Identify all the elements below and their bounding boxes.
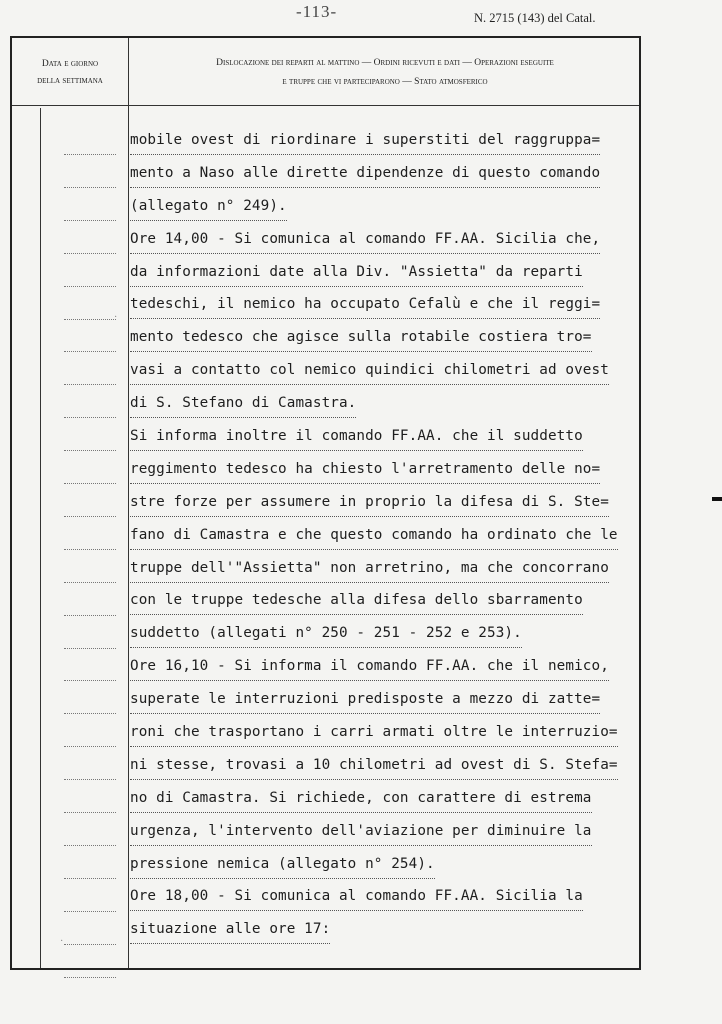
date-guide-dots	[64, 845, 116, 846]
margin-tick-mark	[712, 497, 722, 501]
text-line: Ore 14,00 - Si comunica al comando FF.AA. Sicilia che,	[130, 226, 655, 259]
date-guide-dots	[64, 483, 116, 484]
text-line: ni stesse, trovasi a 10 chilometri ad ovest di S. Stefa=	[130, 752, 655, 785]
text-line: vasi a contatto col nemico quindici chilometri ad ovest	[130, 357, 655, 390]
date-guide-dots	[64, 746, 116, 747]
date-guide-dots	[64, 286, 116, 287]
text-line: superate le interruzioni predisposte a mezzo di zatte=	[130, 686, 655, 719]
faint-mark: ·	[114, 312, 118, 323]
text-line: Si informa inoltre il comando FF.AA. che il suddetto	[130, 423, 655, 456]
journal-body	[130, 127, 655, 949]
text-line: roni che trasportano i carri armati oltre le interruzio=	[130, 719, 655, 752]
date-guide-dots	[64, 319, 116, 320]
text-line: tedeschi, il nemico ha occupato Cefalù e che il reggi=	[130, 291, 655, 324]
text-line: Ore 18,00 - Si comunica al comando FF.AA. Sicilia la	[130, 883, 655, 916]
date-guide-dots	[64, 549, 116, 550]
text-line: stre forze per assumere in proprio la difesa di S. Ste=	[130, 489, 655, 522]
date-guide-dots	[64, 516, 116, 517]
date-header-line: Data e giorno	[41, 59, 99, 69]
date-guide-dots	[64, 253, 116, 254]
faint-mark: ·	[60, 936, 64, 947]
date-guide-dots	[64, 977, 116, 978]
text-line: da informazioni date alla Div. "Assietta" da reparti	[130, 259, 655, 292]
operations-header-line: e truppe che vi parteciparono — Stato atmosferico	[282, 77, 488, 87]
date-guide-dots	[64, 680, 116, 681]
text-line: truppe dell'"Assietta" non arretrino, ma che concorrano	[130, 555, 655, 588]
date-guide-dots	[64, 187, 116, 188]
page-number: -113-	[296, 2, 338, 21]
date-guide-dots	[64, 351, 116, 352]
text-line: suddetto (allegati n° 250 - 251 - 252 e 253).	[130, 620, 655, 653]
date-guide-dots	[64, 615, 116, 616]
text-line: no di Camastra. Si richiede, con carattere di estrema	[130, 785, 655, 818]
text-line: Ore 16,10 - Si informa il comando FF.AA. che il nemico,	[130, 653, 655, 686]
text-line: urgenza, l'intervento dell'aviazione per diminuire la	[130, 818, 655, 851]
text-line: fano di Camastra e che questo comando ha ordinato che le	[130, 522, 655, 555]
date-guide-dots	[64, 911, 116, 912]
text-line: mento tedesco che agisce sulla rotabile costiera tro=	[130, 324, 655, 357]
text-line: di S. Stefano di Camastra.	[130, 390, 655, 423]
date-guide-dots	[64, 878, 116, 879]
date-guide-dots	[64, 648, 116, 649]
date-guide-dots	[64, 450, 116, 451]
date-guide-dots	[64, 384, 116, 385]
date-guide-dots	[64, 582, 116, 583]
text-line: situazione alle ore 17:	[130, 916, 655, 949]
text-line: pressione nemica (allegato n° 254).	[130, 851, 655, 884]
date-guide-dots	[64, 779, 116, 780]
catalog-reference: N. 2715 (143) del Catal.	[474, 11, 596, 25]
text-line: reggimento tedesco ha chiesto l'arretramento delle no=	[130, 456, 655, 489]
date-guide-dots	[64, 713, 116, 714]
text-line: mobile ovest di riordinare i superstiti del raggruppa=	[130, 127, 655, 160]
date-column-header	[12, 56, 128, 90]
text-line: con le truppe tedesche alla difesa dello sbarramento	[130, 587, 655, 620]
operations-header-line: Dislocazione dei reparti al mattino — Ordini ricevuti e dati — Operazioni eseguite	[216, 58, 554, 68]
date-guide-dots	[64, 944, 116, 945]
date-guide-dots	[64, 220, 116, 221]
header-rule	[12, 105, 639, 106]
operations-column-header	[129, 54, 641, 92]
date-guide-dots	[64, 154, 116, 155]
text-line: mento a Naso alle dirette dipendenze di questo comando	[130, 160, 655, 193]
text-line: (allegato n° 249).	[130, 193, 655, 226]
margin-rule	[40, 108, 41, 968]
date-guide-dots	[64, 812, 116, 813]
column-divider	[128, 38, 129, 968]
date-guide-dots	[64, 417, 116, 418]
date-header-line: della settimana	[37, 76, 103, 86]
